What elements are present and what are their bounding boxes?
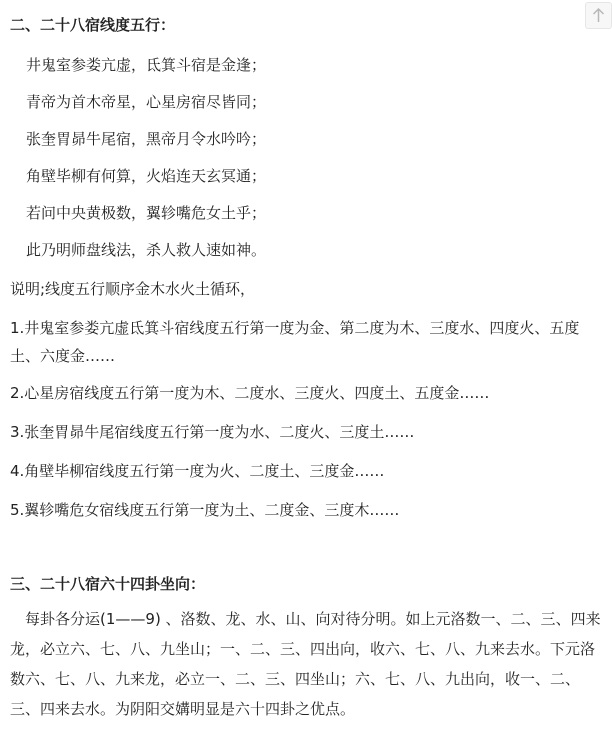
list-item-1: 1.井鬼室参娄亢虚氐箕斗宿线度五行第一度为金、第二度为木、三度水、四度火、五度土、六度金…… (10, 319, 580, 365)
list-item-2: 2.心星房宿线度五行第一度为木、二度水、三度火、四度土、五度金…… (10, 384, 490, 402)
poem-line-4: 角壁毕柳有何算，火焰连天玄冥通； (26, 167, 267, 185)
list-item-3: 3.张奎胃昴牛尾宿线度五行第一度为水、二度火、三度土…… (10, 423, 415, 441)
poem-line-5: 若问中央黄极数，翼轸嘴危女土乎； (26, 204, 267, 222)
explanation-note: 说明;线度五行顺序金木水火土循环， (10, 280, 256, 298)
list-item-4: 4.角壁毕柳宿线度五行第一度为火、二度土、三度金…… (10, 462, 385, 480)
section-heading-2: 二、二十八宿线度五行： (10, 16, 176, 34)
poem-line-6: 此乃明师盘线法，杀人救人速如神。 (26, 241, 267, 259)
list-item-5: 5.翼轸嘴危女宿线度五行第一度为土、二度金、三度木…… (10, 501, 400, 519)
back-to-top-button[interactable] (585, 2, 612, 29)
section-heading-3: 三、二十八宿六十四卦坐向： (10, 575, 206, 593)
poem-line-3: 张奎胃昴牛尾宿，黑帝月令水吟吟； (26, 130, 267, 148)
section-3-paragraph: 每卦各分运(1——9) 、洛数、龙、水、山、向对待分明。如上元洛数一、二、三、四来龙，必立六、七、八、九坐山；一、二、三、四出向，收六、七、八、九来去水。下元洛数六、七、八、九来龙，必立一、二、三、四坐山；六、七、八、九出向，收一、二、三、四来去水。为阴阳交媾明显是六十四卦之优点。 (10, 610, 601, 718)
poem-line-2: 青帝为首木帝星，心星房宿尽皆同； (26, 93, 267, 111)
arrow-up-icon (586, 3, 611, 28)
poem-line-1: 井鬼室参娄亢虚，氐箕斗宿是金逢； (26, 56, 267, 74)
